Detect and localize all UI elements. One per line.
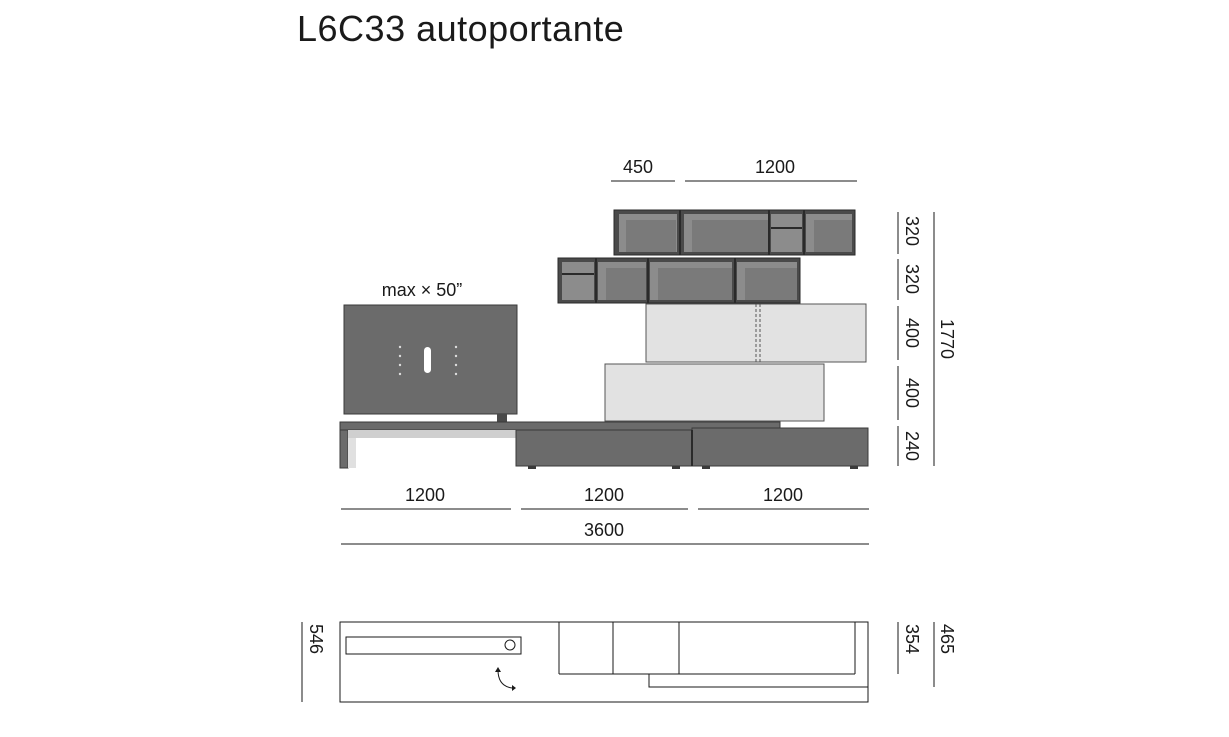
dim-height-320-b: 320 [902, 263, 922, 295]
page-title: L6C33 autoportante [297, 8, 625, 49]
dim-height-240: 240 [902, 430, 922, 462]
dim-total-width: 3600 [583, 520, 625, 540]
tv-size-note: max × 50” [381, 280, 463, 300]
bottom-dimensions [341, 485, 869, 544]
base-drawer-units [516, 428, 868, 469]
dim-height-400-b: 400 [902, 377, 922, 409]
wall-unit-middle [558, 258, 800, 303]
dim-total-height: 1770 [937, 318, 957, 360]
dim-bottom-1200-a: 1200 [404, 485, 446, 505]
dim-height-320-a: 320 [902, 215, 922, 247]
dim-plan-depth-546: 546 [306, 623, 326, 655]
light-box-lower [605, 364, 824, 421]
height-dimensions [898, 212, 957, 466]
dim-top-450: 450 [622, 157, 654, 177]
dim-height-400-a: 400 [902, 317, 922, 349]
top-dimensions [611, 157, 857, 181]
dim-bottom-1200-b: 1200 [583, 485, 625, 505]
dim-bottom-1200-c: 1200 [762, 485, 804, 505]
rotate-arrow-icon [498, 670, 512, 688]
light-box-upper [646, 304, 866, 362]
plan-view [302, 622, 957, 702]
tv-panel [344, 305, 517, 422]
dim-plan-depth-354: 354 [902, 623, 922, 655]
wall-unit-top [614, 210, 855, 255]
dim-plan-depth-465: 465 [937, 623, 957, 655]
dim-top-1200: 1200 [754, 157, 796, 177]
